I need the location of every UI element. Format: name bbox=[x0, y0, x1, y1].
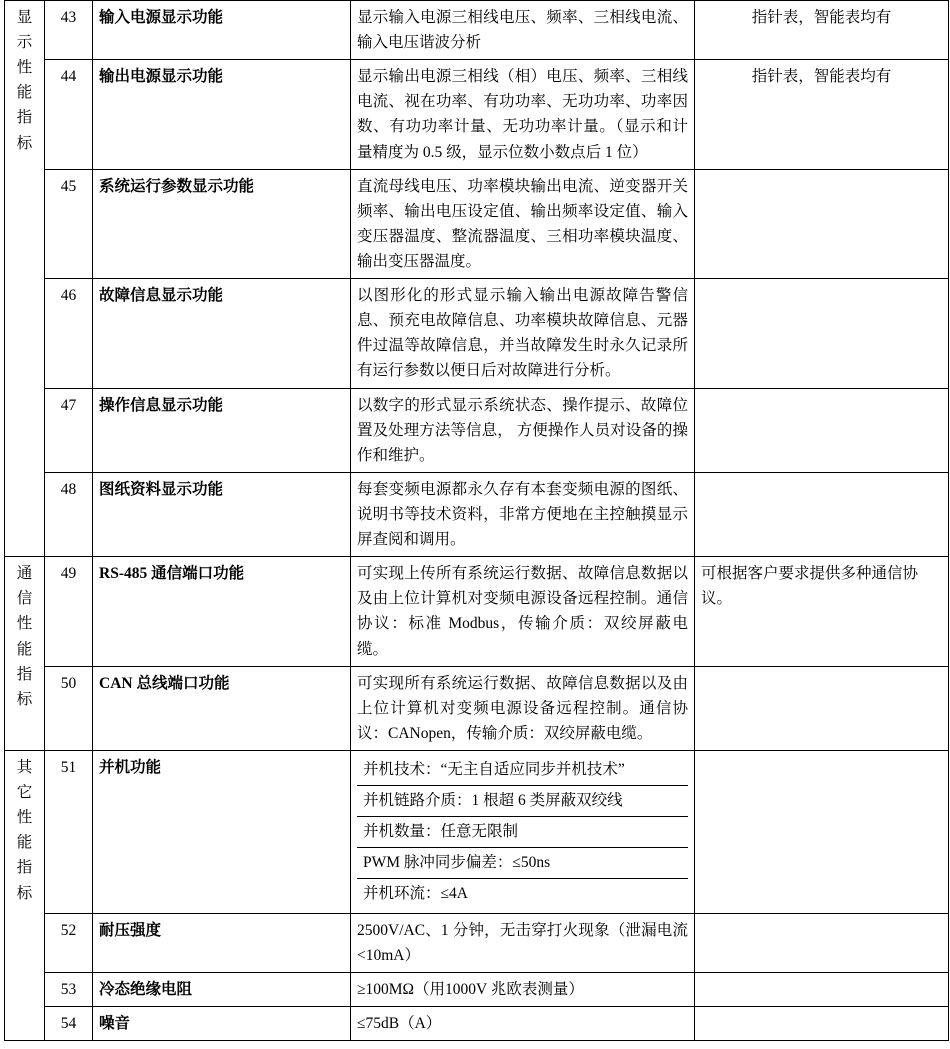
row-name: 并机功能 bbox=[93, 750, 351, 913]
row-number: 53 bbox=[45, 973, 93, 1007]
row-name: 图纸资料显示功能 bbox=[93, 472, 351, 556]
parallel-spec-list bbox=[357, 755, 688, 909]
table-row bbox=[5, 60, 949, 169]
row-number: 52 bbox=[45, 914, 93, 973]
row-description: ≤75dB（A） bbox=[351, 1007, 695, 1041]
list-item bbox=[357, 848, 688, 879]
table-row bbox=[5, 279, 949, 388]
row-name: RS-485 通信端口功能 bbox=[93, 557, 351, 666]
row-name: 耐压强度 bbox=[93, 914, 351, 973]
row-note bbox=[695, 914, 949, 973]
row-description bbox=[351, 750, 695, 913]
row-name: 输出电源显示功能 bbox=[93, 60, 351, 169]
parallel-spec-pwm-deviation: PWM 脉冲同步偏差：≤50ns bbox=[357, 848, 688, 879]
list-item bbox=[357, 755, 688, 786]
row-name: CAN 总线端口功能 bbox=[93, 666, 351, 750]
list-item bbox=[357, 879, 688, 910]
row-number: 49 bbox=[45, 557, 93, 666]
table-row bbox=[5, 973, 949, 1007]
row-note bbox=[695, 169, 949, 278]
parallel-spec-technology: 并机技术：“无主自适应同步并机技术” bbox=[357, 755, 688, 786]
group-label-other: 其 它 性 能 指 标 bbox=[5, 750, 45, 1041]
row-number: 45 bbox=[45, 169, 93, 278]
parallel-spec-link-medium: 并机链路介质：1 根超 6 类屏蔽双绞线 bbox=[357, 785, 688, 816]
row-note: 可根据客户要求提供多种通信协议。 bbox=[695, 557, 949, 666]
table-row bbox=[5, 914, 949, 973]
table-row bbox=[5, 388, 949, 472]
row-description: 以数字的形式显示系统状态、操作提示、故障位置及处理方法等信息， 方便操作人员对设备的操作和维护。 bbox=[351, 388, 695, 472]
list-item bbox=[357, 785, 688, 816]
row-number: 50 bbox=[45, 666, 93, 750]
row-note bbox=[695, 666, 949, 750]
row-note: 指针表，智能表均有 bbox=[695, 1, 949, 60]
row-note bbox=[695, 279, 949, 388]
table-row bbox=[5, 169, 949, 278]
group-label-display: 显 示 性 能 指 标 bbox=[5, 1, 45, 557]
row-name: 输入电源显示功能 bbox=[93, 1, 351, 60]
row-description: 可实现所有系统运行数据、故障信息数据以及由上位计算机对变频电源设备远程控制。通信协议：CANopen，传输介质：双绞屏蔽电缆。 bbox=[351, 666, 695, 750]
table-row bbox=[5, 750, 949, 913]
list-item bbox=[357, 816, 688, 847]
row-number: 44 bbox=[45, 60, 93, 169]
row-name: 故障信息显示功能 bbox=[93, 279, 351, 388]
row-number: 46 bbox=[45, 279, 93, 388]
row-number: 47 bbox=[45, 388, 93, 472]
row-description: 每套变频电源都永久存有本套变频电源的图纸、说明书等技术资料，非常方便地在主控触摸显示屏查阅和调用。 bbox=[351, 472, 695, 556]
row-name: 操作信息显示功能 bbox=[93, 388, 351, 472]
row-description: 直流母线电压、功率模块输出电流、逆变器开关频率、输出电压设定值、输出频率设定值、输入变压器温度、整流器温度、三相功率模块温度、输出变压器温度。 bbox=[351, 169, 695, 278]
row-description: 2500V/AC、1 分钟，无击穿打火现象（泄漏电流<10mA） bbox=[351, 914, 695, 973]
row-description: 显示输入电源三相线电压、频率、三相线电流、输入电压谐波分析 bbox=[351, 1, 695, 60]
row-note bbox=[695, 472, 949, 556]
row-description: 以图形化的形式显示输入输出电源故障告警信息、预充电故障信息、功率模块故障信息、元器件过温等故障信息，并当故障发生时永久记录所有运行参数以便日后对故障进行分析。 bbox=[351, 279, 695, 388]
row-note bbox=[695, 1007, 949, 1041]
row-number: 43 bbox=[45, 1, 93, 60]
row-name: 系统运行参数显示功能 bbox=[93, 169, 351, 278]
table-row bbox=[5, 666, 949, 750]
row-note: 指针表，智能表均有 bbox=[695, 60, 949, 169]
table-row bbox=[5, 1007, 949, 1041]
row-number: 48 bbox=[45, 472, 93, 556]
row-description: 可实现上传所有系统运行数据、故障信息数据以及由上位计算机对变频电源设备远程控制。通信协议：标准 Modbus，传输介质：双绞屏蔽电缆。 bbox=[351, 557, 695, 666]
parallel-spec-quantity: 并机数量：任意无限制 bbox=[357, 816, 688, 847]
row-description: 显示输出电源三相线（相）电压、频率、三相线电流、视在功率、有功功率、无功功率、功率因数、有功功率计量、无功功率计量。（显示和计量精度为 0.5 级，显示位数小数点后 1 位） bbox=[351, 60, 695, 169]
row-note bbox=[695, 388, 949, 472]
row-note bbox=[695, 973, 949, 1007]
specification-table bbox=[4, 0, 949, 1041]
parallel-spec-circulating-current: 并机环流：≤4A bbox=[363, 885, 468, 903]
row-note bbox=[695, 750, 949, 913]
group-label-communication: 通 信 性 能 指 标 bbox=[5, 557, 45, 751]
table-row bbox=[5, 1, 949, 60]
row-description: ≥100MΩ（用1000V 兆欧表测量） bbox=[351, 973, 695, 1007]
row-name: 噪音 bbox=[93, 1007, 351, 1041]
table-row bbox=[5, 557, 949, 666]
row-number: 54 bbox=[45, 1007, 93, 1041]
table-row bbox=[5, 472, 949, 556]
row-name: 冷态绝缘电阻 bbox=[93, 973, 351, 1007]
row-number: 51 bbox=[45, 750, 93, 913]
